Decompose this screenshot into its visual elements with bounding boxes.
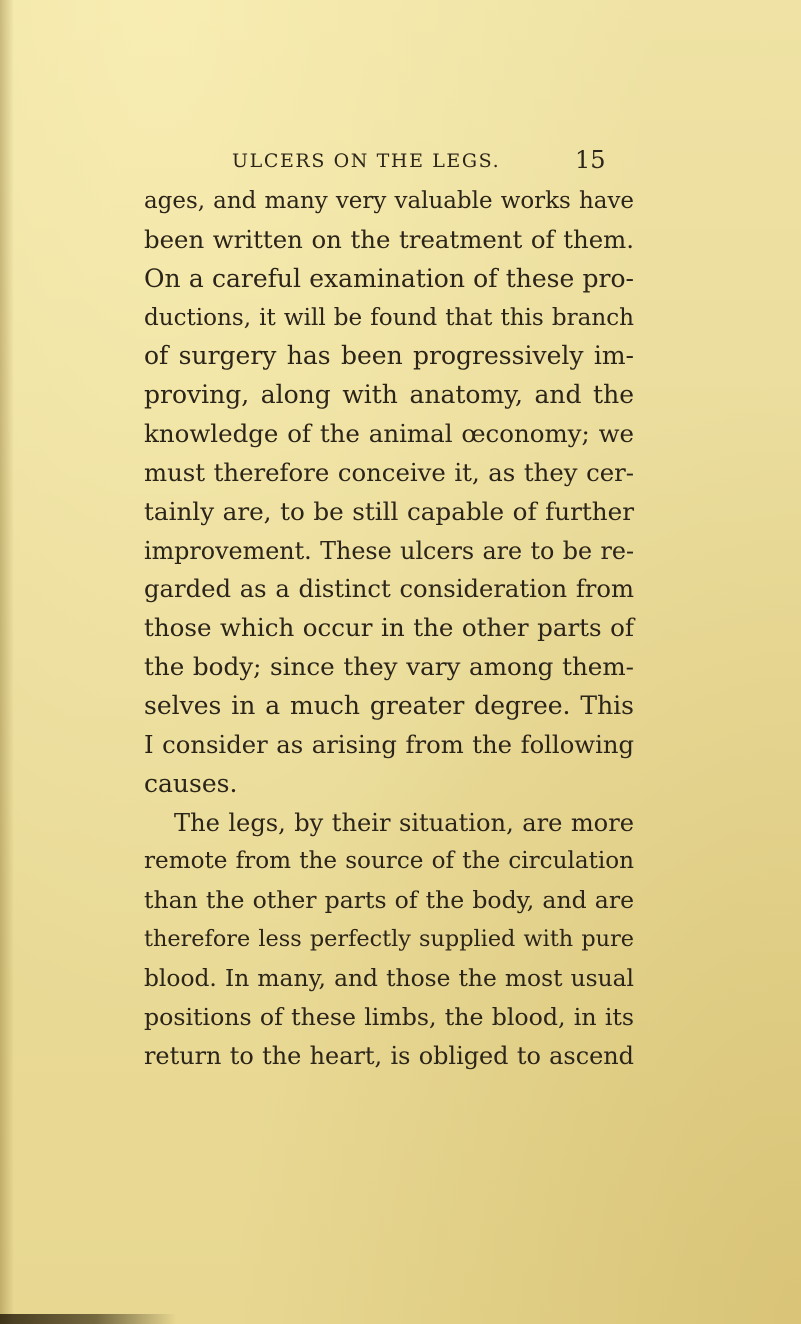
text-line: ductions, it will be found that this branch <box>144 304 634 331</box>
page-number: 15 <box>575 146 606 174</box>
text-line: remote from the source of the circulation <box>144 848 634 875</box>
text-line: causes. <box>144 768 238 798</box>
text-line: tainly are, to be still capable of further <box>144 496 634 526</box>
text-line: knowledge of the animal œconomy; we <box>144 419 634 449</box>
text-line: garded as a distinct consideration from <box>144 574 634 604</box>
running-head: ULCERS ON THE LEGS. <box>232 150 501 172</box>
text-line: I consider as arising from the following <box>144 729 634 759</box>
text-line: The legs, by their situation, are more <box>174 808 634 837</box>
text-line: been written on the treatment of them. <box>144 224 634 254</box>
text-line: therefore less perfectly supplied with pure <box>144 926 634 953</box>
spine-shadow <box>0 0 14 1324</box>
text-line: of surgery has been progressively im- <box>144 341 634 371</box>
text-line: ages, and many very valuable works have <box>144 188 634 214</box>
text-line: than the other parts of the body, and are <box>144 886 634 915</box>
text-line: selves in a much greater degree. This <box>144 690 634 720</box>
page-bottom-edge <box>0 1314 801 1324</box>
text-line: blood. In many, and those the most usual <box>144 963 634 992</box>
body-text <box>144 182 634 1075</box>
text-line: those which occur in the other parts of <box>144 613 634 643</box>
text-line: return to the heart, is obliged to ascend <box>144 1041 634 1070</box>
text-line: must therefore conceive it, as they cer- <box>144 457 634 487</box>
text-line: On a careful examination of these pro- <box>144 263 634 293</box>
text-line: proving, along with anatomy, and the <box>144 380 634 410</box>
text-line: positions of these limbs, the blood, in its <box>144 1002 634 1031</box>
text-line: improvement. These ulcers are to be re- <box>144 536 634 565</box>
page-header <box>200 146 620 182</box>
text-line: the body; since they vary among them- <box>144 652 634 682</box>
